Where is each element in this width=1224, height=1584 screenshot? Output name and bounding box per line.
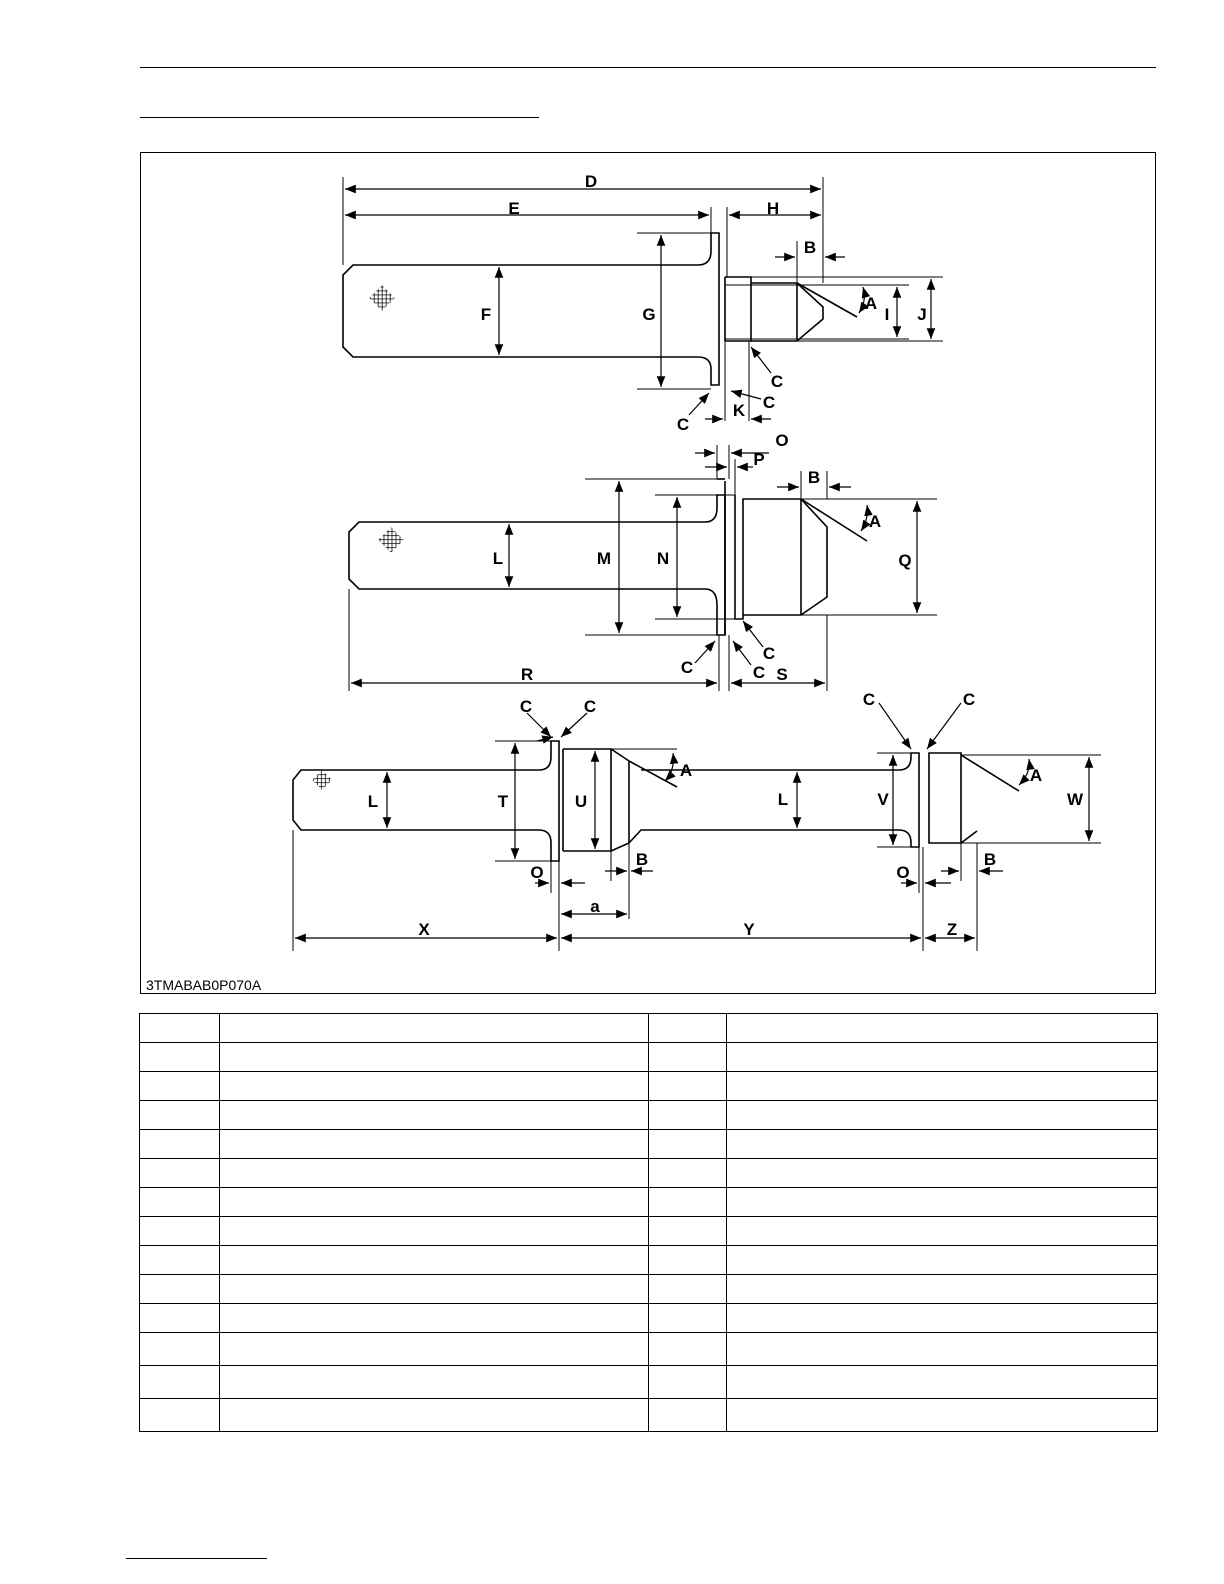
label-L: L — [367, 792, 379, 811]
table-row — [140, 1304, 1158, 1333]
shaft-bottom — [293, 741, 1101, 951]
label-B: B — [807, 468, 821, 487]
dimension-lines-bottom — [295, 703, 1089, 938]
header-rule — [140, 67, 1156, 68]
dimension-labels — [368, 172, 1084, 939]
label-B: B — [635, 850, 649, 869]
table-row — [140, 1217, 1158, 1246]
shaft-middle — [349, 445, 937, 691]
label-Y: Y — [743, 920, 755, 939]
table-row — [140, 1101, 1158, 1130]
label-C: C — [962, 690, 976, 709]
label-C: C — [770, 372, 784, 391]
label-C: C — [752, 663, 766, 682]
label-Z: Z — [946, 920, 958, 939]
table-row — [140, 1159, 1158, 1188]
table-row — [140, 1246, 1158, 1275]
label-O: O — [896, 863, 910, 882]
label-A: A — [864, 294, 878, 313]
label-P: P — [753, 450, 765, 469]
section-title-underline — [140, 117, 539, 118]
table-row — [140, 1275, 1158, 1304]
table-row — [140, 1333, 1158, 1366]
table-row — [140, 1043, 1158, 1072]
label-V: V — [877, 790, 889, 809]
shaft-top — [343, 177, 943, 421]
label-F: F — [480, 305, 492, 324]
label-B: B — [803, 238, 817, 257]
figure-code: 3TMABAB0P070A — [146, 977, 262, 993]
footer-rule — [126, 1558, 267, 1559]
label-L: L — [777, 790, 789, 809]
label-C: C — [519, 697, 533, 716]
label-A: A — [1029, 766, 1043, 785]
label-D: D — [584, 172, 598, 191]
label-I: I — [884, 305, 890, 324]
table-row — [140, 1366, 1158, 1399]
knurl-mark-top — [369, 285, 394, 310]
label-B: B — [983, 850, 997, 869]
label-C: C — [862, 690, 876, 709]
table-row — [140, 1072, 1158, 1101]
label-C: C — [762, 393, 776, 412]
dimension-lines-middle — [351, 453, 917, 683]
label-E: E — [508, 199, 520, 218]
table-row — [140, 1399, 1158, 1432]
label-C: C — [676, 415, 690, 434]
dimension-lines-top — [345, 189, 931, 419]
label-A: A — [679, 761, 693, 780]
table-row — [140, 1014, 1158, 1043]
knurl-mark-middle — [378, 527, 403, 552]
label-L: L — [492, 549, 504, 568]
label-C: C — [680, 658, 694, 677]
diagram-frame — [140, 152, 1156, 994]
label-S: S — [776, 665, 788, 684]
label-J: J — [917, 305, 927, 324]
label-Q: Q — [898, 551, 912, 570]
label-H: H — [766, 199, 780, 218]
label-R: R — [520, 665, 534, 684]
label-U: U — [574, 792, 588, 811]
table-row — [140, 1188, 1158, 1217]
table-row — [140, 1130, 1158, 1159]
label-C: C — [762, 644, 776, 663]
label-C: C — [583, 697, 597, 716]
label-O: O — [530, 863, 544, 882]
label-K: K — [732, 401, 746, 420]
label-N: N — [656, 549, 670, 568]
label-G: G — [642, 305, 656, 324]
spec-table — [139, 1013, 1158, 1432]
label-M: M — [596, 549, 612, 568]
label-W: W — [1066, 790, 1084, 809]
shaft-dimension-diagram — [141, 153, 1157, 995]
label-a: a — [590, 897, 600, 916]
knurl-mark-bottom — [312, 770, 332, 790]
label-O: O — [775, 431, 789, 450]
label-T: T — [497, 792, 509, 811]
label-A: A — [868, 512, 882, 531]
label-X: X — [418, 920, 430, 939]
